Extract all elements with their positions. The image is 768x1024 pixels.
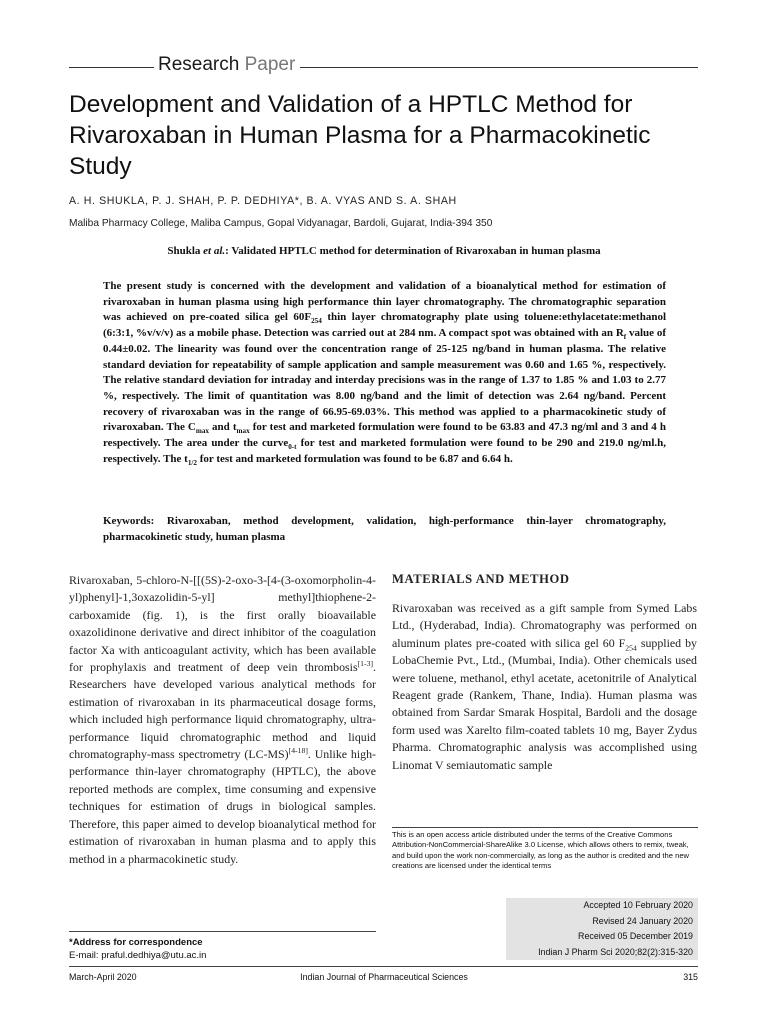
running-title-text: : Validated HPTLC method for determination of Rivaroxaban in human plasma bbox=[225, 245, 601, 257]
affiliation: Maliba Pharmacy College, Maliba Campus, Gopal Vidyanagar, Bardoli, Gujarat, India-394 350 bbox=[69, 218, 493, 229]
running-title-author: Shukla bbox=[167, 245, 201, 257]
keywords: Keywords: Rivaroxaban, method development, validation, high-performance thin-layer chromatography, pharmacokinetic study, human plasma bbox=[103, 515, 666, 543]
dates-box bbox=[506, 898, 698, 960]
abstract-text: for test and marketed formulation were found to be 63.83 and 47.3 ng/ml and 3 and 4 h respectively. The area under the curve bbox=[103, 421, 666, 450]
running-title-etal: et al. bbox=[200, 245, 226, 257]
methods-subscript: 254 bbox=[625, 643, 637, 653]
footer-rule bbox=[69, 966, 698, 967]
revised-date: Revised 24 January 2020 bbox=[592, 915, 693, 926]
methods-text: Rivaroxaban was received as a gift sample from Symed Labs Ltd., (Hyderabad, India). Chromatography was performed on aluminum plates pre-coated with silica gel 60 F bbox=[392, 601, 697, 650]
header-rule-left bbox=[69, 67, 157, 68]
citation: Indian J Pharm Sci 2020;82(2):315-320 bbox=[538, 946, 693, 957]
abstract-subscript: 0-t bbox=[288, 443, 297, 452]
abstract-text: for test and marketed formulation were found to be 290 and 219.0 ng/ml.h, respectively. The t bbox=[103, 437, 666, 465]
article-title: Development and Validation of a HPTLC Method for Rivaroxaban in Human Plasma for a Pharmacokinetic Study bbox=[69, 91, 651, 180]
running-title bbox=[0, 245, 768, 257]
footer-issue: March-April 2020 bbox=[69, 972, 137, 982]
section-tag-word1: Research bbox=[158, 54, 240, 75]
license-notice: This is an open access article distributed under the terms of the Creative Commons Attribution-NonCommercial-ShareAlike 3.0 License, which allows others to remix, tweak, and build upon the work non-commercially, as long as the author is credited and the new creations are licensed under the identical terms bbox=[392, 830, 690, 870]
intro-text: . Unlike high-performance thin-layer chromatography (HPTLC), the above reported methods are complex, time consuming and expensive techniques for estimation of drugs in biological samples. Therefore, this paper aimed to develop bioanalytical method for estimation of rivaroxaban in human plasma and to apply this method in a pharmacokinetic study. bbox=[69, 747, 376, 866]
author-list: A. H. SHUKLA, P. J. SHAH, P. P. DEDHIYA*, B. A. VYAS AND S. A. SHAH bbox=[69, 195, 457, 207]
header-rule-right bbox=[300, 67, 698, 68]
intro-text: . Researchers have developed various analytical methods for estimation of rivaroxaban in its pharmaceutical dosage forms, which included high performance liquid chromatography, ultra-performance liquid chromatographic method and liquid chromatography-mass spectrometry (LC-MS) bbox=[69, 660, 376, 762]
abstract-text: thin layer chromatography plate using toluene:ethylacetate:methanol (6:3:1, %v/v/v) as a mobile phase. Detection was carried out at 284 nm. A compact spot was obtained with an R bbox=[103, 311, 666, 340]
methods-paragraph bbox=[392, 600, 697, 774]
abstract bbox=[103, 279, 666, 467]
intro-paragraph bbox=[69, 572, 376, 868]
abstract-subscript: max bbox=[236, 427, 250, 436]
accepted-date: Accepted 10 February 2020 bbox=[583, 900, 693, 910]
correspondence-label: *Address for correspondence bbox=[69, 937, 203, 948]
section-tag-word2: Paper bbox=[244, 54, 296, 75]
abstract-subscript: f bbox=[623, 333, 627, 342]
intro-text: Rivaroxaban, 5-chloro-N-[[(5S)-2-oxo-3-[4-(3-oxomorpholin-4-yl)phenyl]-1,3oxazolidin-5-yl] methyl]thiophene-2-carboxamide (fig. 1), is the first orally bioavailable oxazolidinone derivative and direct inhibitor of the coagulation factor Xa with anticoagulant activity, which has been available for prophylaxis and treatment of deep vein thrombosis bbox=[69, 573, 376, 675]
correspondence-rule bbox=[69, 931, 376, 932]
footer-page-number: 315 bbox=[683, 972, 698, 982]
section-heading: MATERIALS AND METHOD bbox=[392, 572, 570, 586]
abstract-text: for test and marketed formulation was found to be 6.87 and 6.64 h. bbox=[196, 452, 513, 465]
footer-journal: Indian Journal of Pharmaceutical Sciences bbox=[300, 972, 468, 982]
methods-text: supplied by LobaChemie Pvt., Ltd., (Mumbai, India). Other chemicals used were toluene, methanol, ethyl acetate, acetonitrile of Analytical Reagent grade (Rankem, Thane, India). Human plasma was obtained from Sardar Smarak Hospital, Bardoli and the dosage form used was Xarelto film-coated tablets 10 mg, Bayer Zydus Pharma. Chromatographic analysis was accomplished using Linomat V semiautomatic sample bbox=[392, 635, 697, 772]
citation-ref: [1-3] bbox=[357, 659, 374, 669]
received-date: Received 05 December 2019 bbox=[578, 931, 693, 941]
correspondence-email: E-mail: praful.dedhiya@utu.ac.in bbox=[69, 950, 207, 961]
abstract-text: The present study is concerned with the development and validation of a bioanalytical method for estimation of rivaroxaban in human plasma using high performance thin layer chromatography. The chromatographic separation was achieved on pre-coated silica gel 60F bbox=[103, 280, 666, 324]
abstract-text: value of 0.44±0.02. The linearity was found over the concentration range of 25-125 ng/band in human plasma. The relative standard deviation for repeatability of sample application and sample measurement was 0.60 and 1.65 %, respectively. The relative standard deviation for intraday and interday precisions was in the range of 1.37 to 1.85 % and 1.03 to 2.77 %, respectively. The limit of quantitation was 8.00 ng/band and the limit of detection was 2.64 ng/band. Percent recovery of rivaroxaban was in the range of 66.95-69.03%. This method was applied to a pharmacokinetic study of rivaroxaban. The C bbox=[103, 327, 666, 434]
citation-ref: [4-18] bbox=[288, 746, 308, 756]
license-rule bbox=[392, 827, 698, 828]
abstract-subscript: 254 bbox=[311, 317, 322, 326]
section-tag bbox=[154, 54, 299, 76]
abstract-subscript: 1/2 bbox=[187, 458, 197, 467]
abstract-subscript: max bbox=[195, 427, 209, 436]
abstract-text: and t bbox=[208, 421, 237, 434]
